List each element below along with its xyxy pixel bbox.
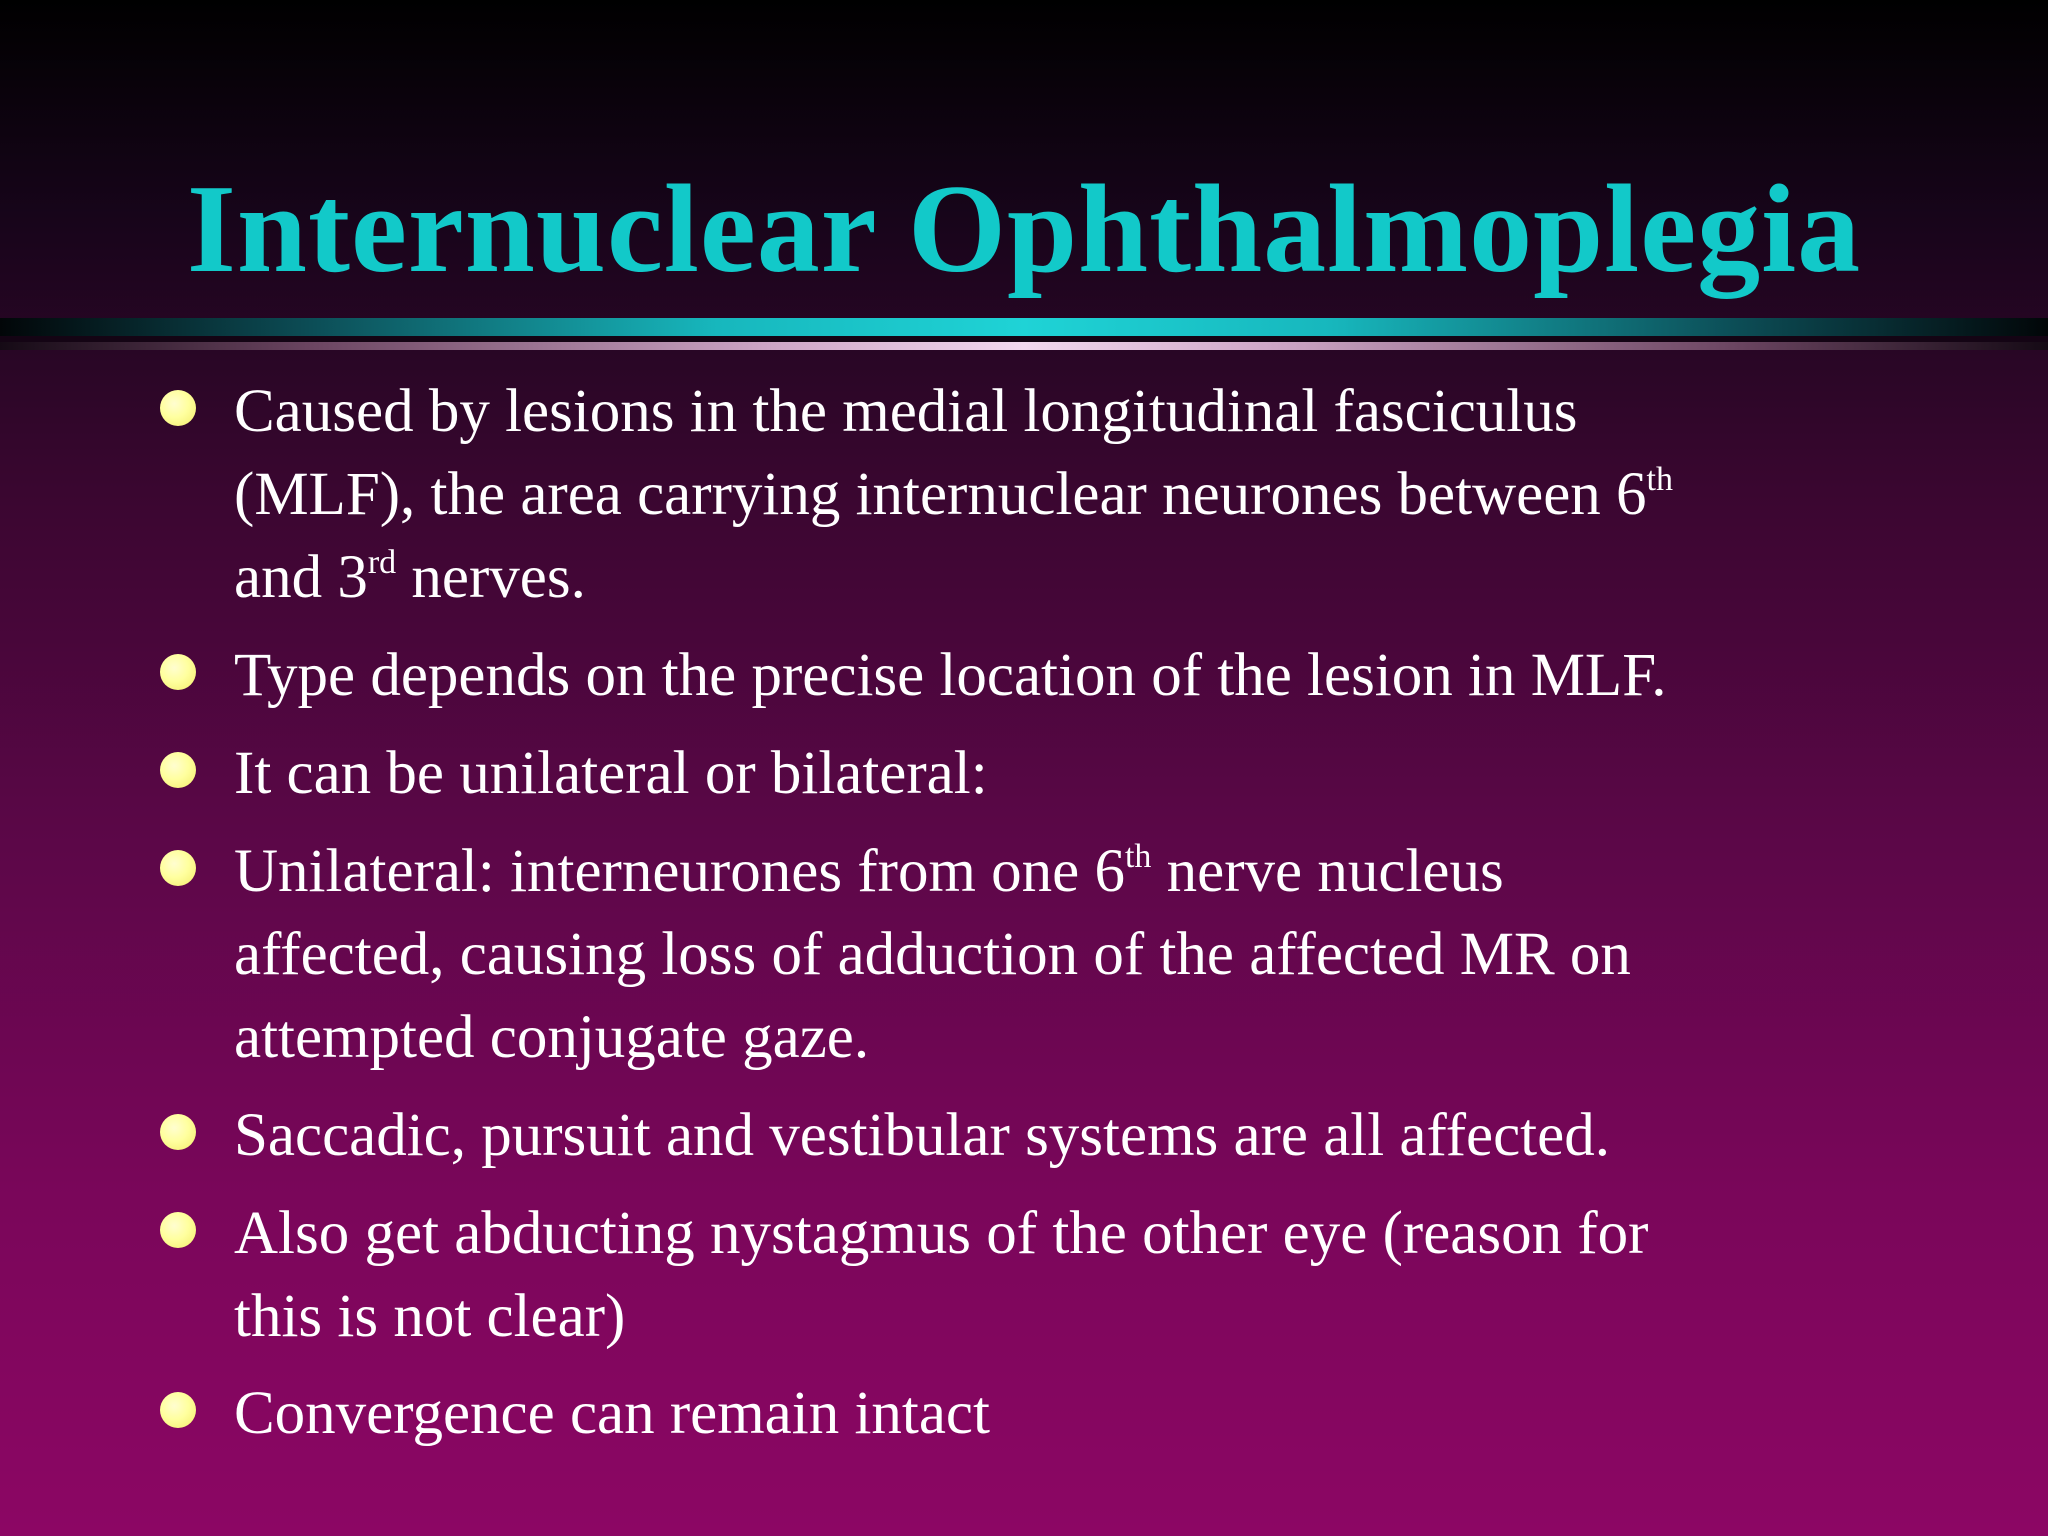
bullet-dot-icon [160, 1212, 196, 1248]
bullet-dot-icon [160, 390, 196, 426]
bullet-dot-icon [160, 752, 196, 788]
bullet-line: Caused by lesions in the medial longitudinal fasciculus [234, 378, 1578, 445]
bullet-text [234, 1372, 1874, 1455]
bullet-line: this is not clear) [234, 1283, 626, 1350]
bullet-dot-icon [160, 1392, 196, 1428]
bullet-line: attempted conjugate gaze. [234, 1004, 870, 1071]
title-underline-pink [0, 342, 2048, 350]
slide-title: Internuclear Ophthalmoplegia [186, 160, 1862, 299]
bullet-line: affected, causing loss of adduction of the affected MR on [234, 921, 1631, 988]
bullet-dot-icon [160, 850, 196, 886]
bullet-line: Also get abducting nystagmus of the other eye (reason for [234, 1200, 1649, 1267]
superscript: th [1646, 461, 1673, 498]
bullet-dot-icon [160, 654, 196, 690]
bullet-dot-icon [160, 1114, 196, 1150]
bullet-line: Saccadic, pursuit and vestibular systems are all affected. [234, 1102, 1610, 1169]
bullet-text [234, 1192, 1874, 1358]
bullet-text [234, 732, 1874, 815]
bullet-line: It can be unilateral or bilateral: [234, 740, 988, 807]
bullet-text [234, 634, 1874, 717]
bullet-text [234, 370, 1874, 619]
bullet-text [234, 830, 1874, 1079]
bullet-line: Unilateral: interneurones from one 6th nerve nucleus [234, 838, 1504, 905]
bullet-line: (MLF), the area carrying internuclear neurones between 6th [234, 461, 1673, 528]
bullet-line: Convergence can remain intact [234, 1380, 990, 1447]
superscript: rd [367, 544, 397, 581]
bullet-line: Type depends on the precise location of the lesion in MLF. [234, 642, 1667, 709]
title-underline-teal [0, 318, 2048, 336]
superscript: th [1124, 838, 1152, 875]
bullet-text [234, 1094, 1874, 1177]
bullet-line: and 3rd nerves. [234, 544, 586, 611]
